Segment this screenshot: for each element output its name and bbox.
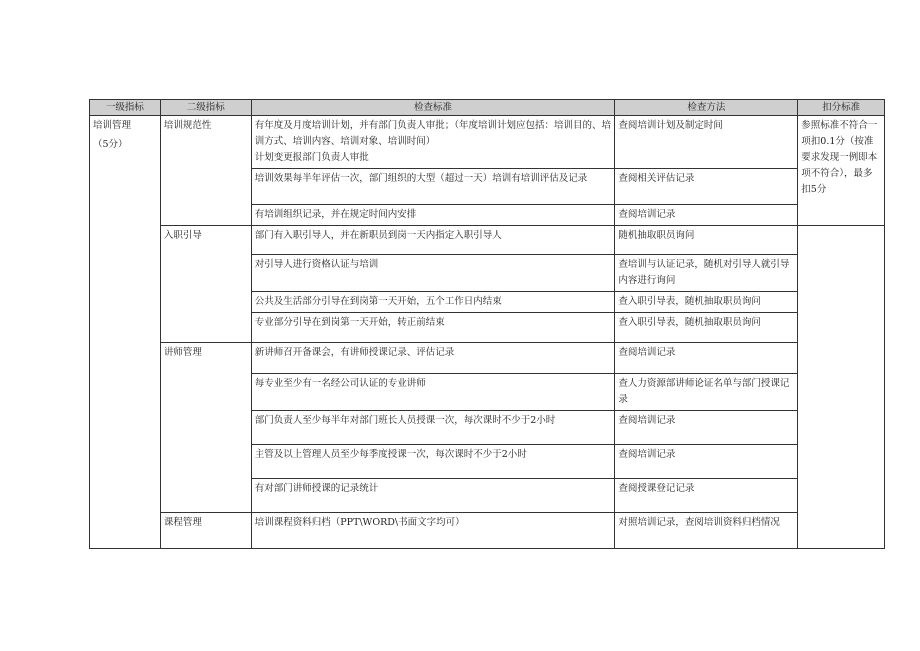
- level2-cell-onboarding: 入职引导: [160, 226, 251, 343]
- header-row: [90, 100, 885, 116]
- method-cell: 查阅相关评估记录: [615, 169, 798, 205]
- standard-cell: 新讲师召开备课会，有讲师授课记录、评估记录: [251, 343, 615, 374]
- header-method: 检查方法: [615, 100, 798, 116]
- level2-cell-instructor: 讲师管理: [160, 343, 251, 513]
- method-cell: 对照培训记录，查阅培训资料归档情况: [615, 513, 798, 549]
- standard-cell: [251, 116, 615, 169]
- level1-name: 培训管理: [93, 120, 132, 131]
- level2-cell-course: 课程管理: [160, 513, 251, 549]
- method-cell: 查阅培训记录: [615, 411, 798, 445]
- standard-cell: 培训效果每半年评估一次，部门组织的大型（超过一天）培训有培训评估及记录: [251, 169, 615, 205]
- standard-cell: 部门负责人至少每半年对部门班长人员授课一次，每次课时不少于2小时: [251, 411, 615, 445]
- standard-cell: 主管及以上管理人员至少每季度授课一次，每次课时不少于2小时: [251, 445, 615, 479]
- table-header: [90, 100, 885, 116]
- method-cell: 查人力资源部讲师论证名单与部门授课记录: [615, 374, 798, 411]
- header-deduction: 扣分标准: [798, 100, 885, 116]
- level1-cell: [90, 116, 161, 549]
- method-cell: 查阅培训记录: [615, 445, 798, 479]
- method-cell: 查入职引导表，随机抽取职员询问: [615, 292, 798, 313]
- level1-score: （5分）: [93, 139, 128, 150]
- level2-cell-training-standard: 培训规范性: [160, 116, 251, 226]
- header-level1: 一级指标: [90, 100, 161, 116]
- inspection-table: [89, 99, 885, 549]
- standard-cell: 公共及生活部分引导在到岗第一天开始，五个工作日内结束: [251, 292, 615, 313]
- header-standard: 检查标准: [251, 100, 615, 116]
- method-cell: 查培训与认证记录，随机对引导人就引导内容进行询问: [615, 255, 798, 292]
- standard-cell: 培训课程资料归档（PPT\WORD\书面文字均可）: [251, 513, 615, 549]
- standard-cell: 专业部分引导在到岗第一天开始，转正前结束: [251, 313, 615, 343]
- method-cell: 查阅培训记录: [615, 343, 798, 374]
- table-row: [90, 513, 885, 549]
- method-cell: 查阅授课登记记录: [615, 479, 798, 513]
- standard-text: 有年度及月度培训计划，并有部门负责人审批；（年度培训计划应包括：培训目的、培训方式、培训内容、培训对象、培训时间）: [254, 120, 611, 147]
- standard-cell: 有对部门讲师授课的记录统计: [251, 479, 615, 513]
- table-row: [90, 226, 885, 255]
- standard-text-extra: 计划变更报部门负责人审批: [254, 152, 369, 163]
- method-cell: 查阅培训计划及制定时间: [615, 116, 798, 169]
- deduction-cell-empty: [798, 226, 885, 549]
- table-row: [90, 343, 885, 374]
- table-body: [90, 116, 885, 549]
- standard-cell: 对引导人进行资格认证与培训: [251, 255, 615, 292]
- standard-cell: 每专业至少有一名经公司认证的专业讲师: [251, 374, 615, 411]
- method-cell: 查阅培训记录: [615, 205, 798, 226]
- table-row: [90, 116, 885, 169]
- standard-cell: 有培训组织记录，并在规定时间内安排: [251, 205, 615, 226]
- standard-cell: 部门有入职引导人，并在新职员到岗一天内指定入职引导人: [251, 226, 615, 255]
- header-level2: 二级指标: [160, 100, 251, 116]
- method-cell: 随机抽取职员询问: [615, 226, 798, 255]
- deduction-cell: 参照标准不符合一项扣0.1分（按准要求发现一例即本项不符合），最多扣5分: [798, 116, 885, 226]
- method-cell: 查入职引导表，随机抽取职员询问: [615, 313, 798, 343]
